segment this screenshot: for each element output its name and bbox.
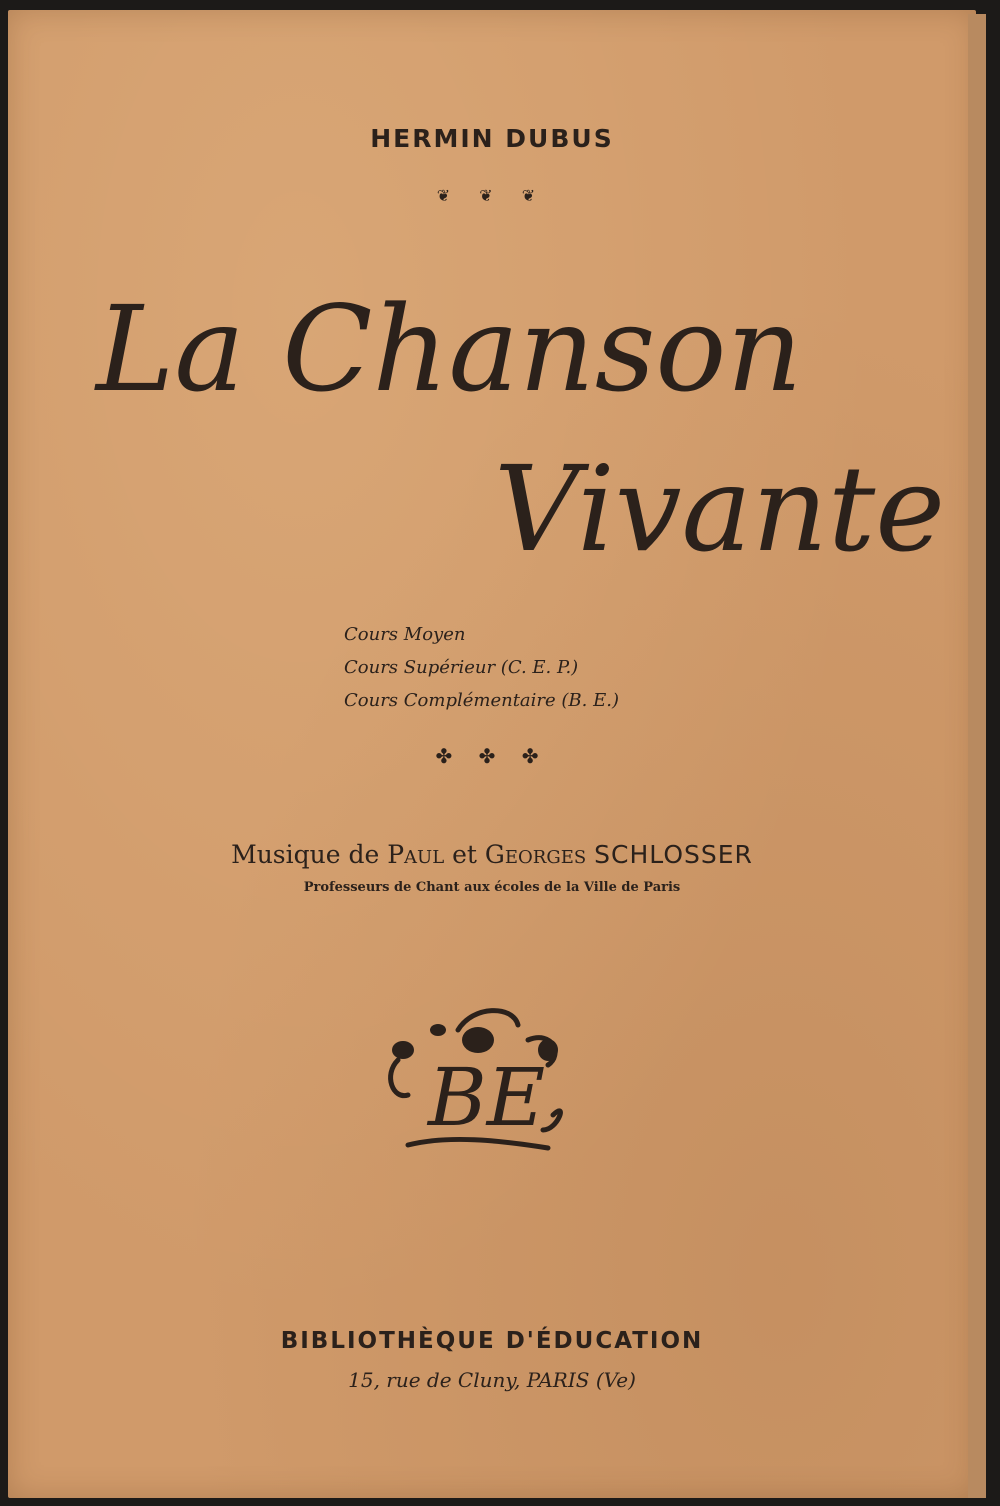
book-cover [8,10,976,1498]
logo-flower-center [462,1027,494,1053]
course-item: Cours Moyen [344,624,466,645]
course-item: Cours Supérieur (C. E. P.) [344,657,579,678]
publisher-name: BIBLIOTHÈQUE D'ÉDUCATION [280,1328,704,1354]
logo-flower-left [392,1041,414,1059]
music-prefix: Musique de [231,840,388,869]
title-line-2: Vivante [494,440,946,578]
logo-vine-top [458,1011,518,1030]
title-line-1: La Chanson [96,280,803,418]
publisher-monogram-logo [378,1000,578,1160]
course-item: Cours Complémentaire (B. E.) [344,690,619,711]
composer-first-name-1: Paul [387,840,445,869]
composer-surname: SCHLOSSER [594,840,753,869]
ornament-fleurons-middle: ✤ ✤ ✤ [435,744,549,768]
logo-vine-left [391,1060,408,1096]
page-edge [968,14,986,1498]
author-name: HERMIN DUBUS [370,124,614,153]
publisher-address: 15, rue de Cluny, PARIS (Ve) [348,1368,636,1392]
music-credit [8,840,976,869]
logo-vine-curl [543,1111,560,1130]
music-conjunction: et [444,840,485,869]
composer-first-name-2: Georges [484,840,587,869]
logo-leaf [430,1024,446,1036]
ornament-fleurons-top: ❦ ❦ ❦ [436,186,548,205]
composer-role: Professeurs de Chant aux écoles de la Ville de Paris [303,880,681,895]
logo-letters: BE [428,1051,546,1144]
course-list [344,618,619,717]
